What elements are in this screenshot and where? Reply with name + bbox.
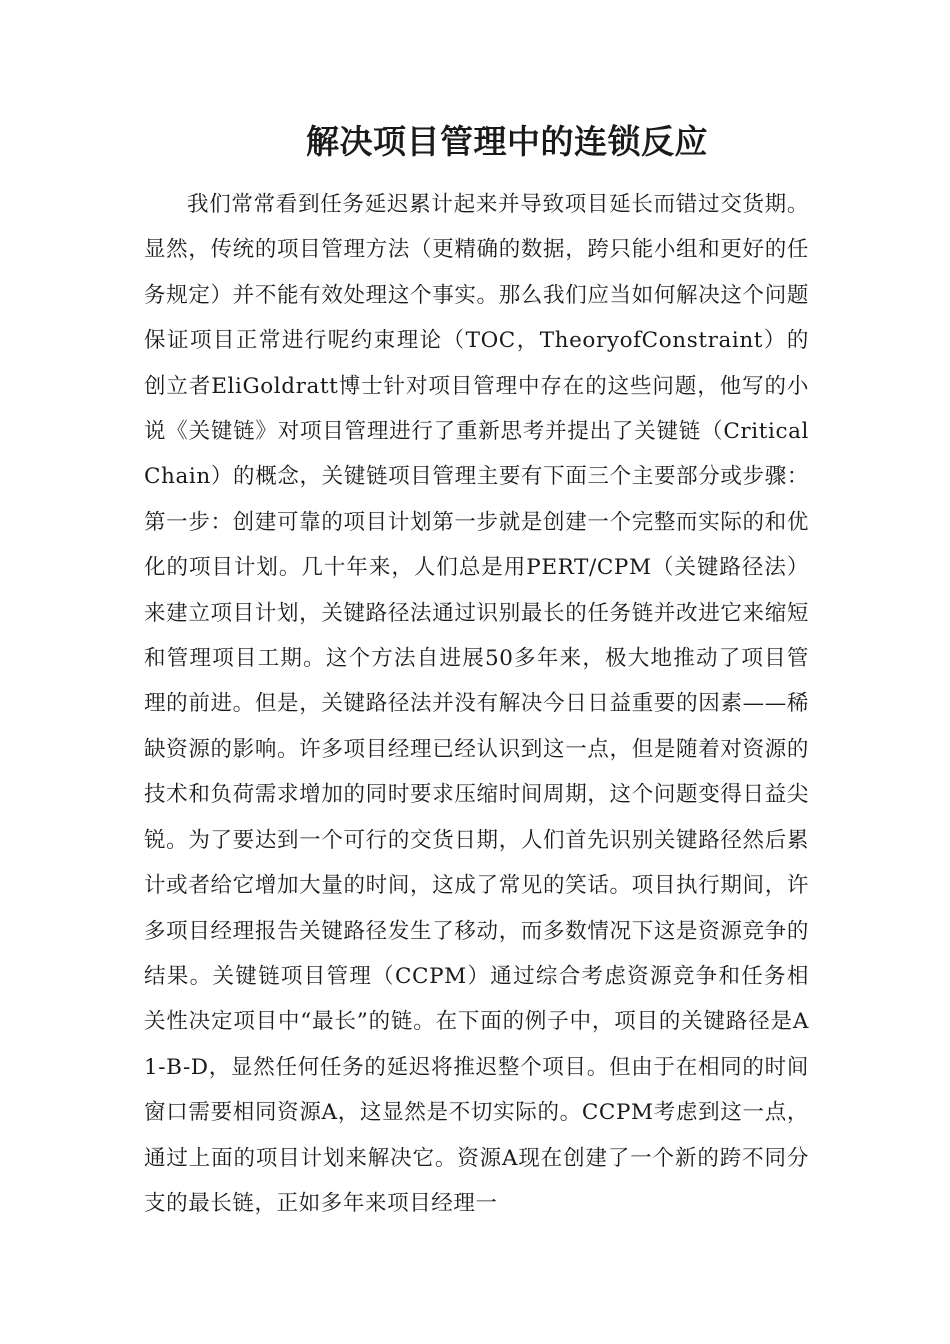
body-paragraph: 我们常常看到任务延迟累计起来并导致项目延长而错过交货期。显然，传统的项目管理方法（更精确的数据，跨只能小组和更好的任务规定）并不能有效处理这个事实。那么我们应当如何解决这个问题保证项目正常进行呢约束理论（TOC，TheoryofConstraint）的创立者EliGoldratt博士针对项目管理中存在的这些问题，他写的小说《关键链》对项目管理进行了重新思考并提出了关键链（CriticalChain）的概念，关键链项目管理主要有下面三个主要部分或步骤：第一步：创建可靠的项目计划第一步就是创建一个完整而实际的和优化的项目计划。几十年来，人们总是用PERT/CPM（关键路径法）来建立项目计划，关键路径法通过识别最长的任务链并改进它来缩短和管理项目工期。这个方法自进展50多年来，极大地推动了项目管理的前进。但是，关键路径法并没有解决今日日益重要的因素——稀缺资源的影响。许多项目经理已经认识到这一点，但是随着对资源的技术和负荷需求增加的同时要求压缩时间周期，这个问题变得日益尖锐。为了要达到一个可行的交货日期，人们首先识别关键路径然后累计或者给它增加大量的时间，这成了常见的笑话。项目执行期间，许多项目经理报告关键路径发生了移动，而多数情况下这是资源竞争的结果。关键链项目管理（CCPM）通过综合考虑资源竞争和任务相关性决定项目中“最长”的链。在下面的例子中，项目的关键路径是A1-B-D，显然任何任务的延迟将推迟整个项目。但由于在相同的时间窗口需要相同资源A，这显然是不切实际的。CCPM考虑到这一点，通过上面的项目计划来解决它。资源A现在创建了一个新的跨不同分支的最长链，正如多年来项目经理一 [144,192,809,1216]
document-title: 解决项目管理中的连锁反应 [306,122,708,161]
